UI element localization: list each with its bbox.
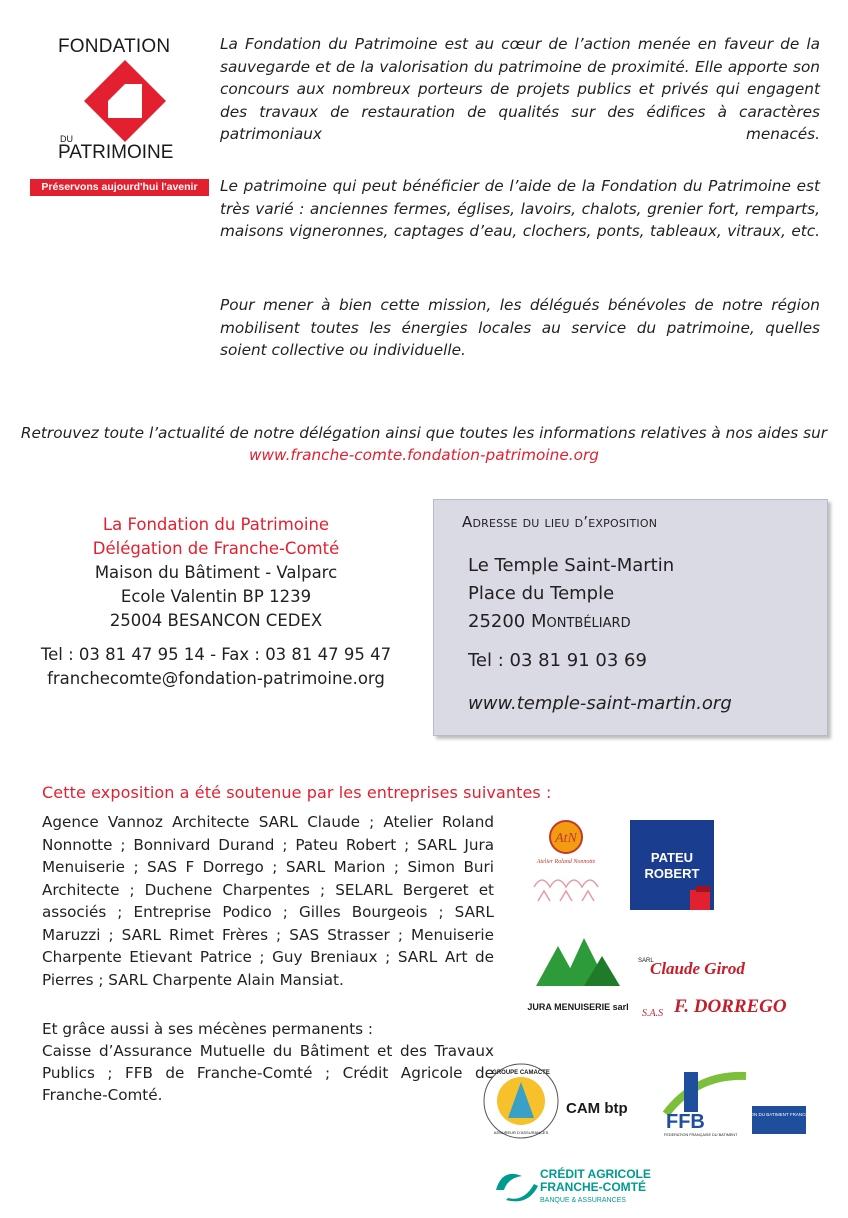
- contact-org: La Fondation du Patrimoine: [102, 515, 330, 534]
- ca-line1: CRÉDIT AGRICOLE: [540, 1167, 651, 1181]
- news-paragraph: [20, 422, 828, 466]
- cam-btp-logo: CAM btp: [566, 1100, 628, 1117]
- aln-logo-text: AtN: [555, 831, 577, 846]
- dorrego-prefix: S.A.S: [642, 1008, 664, 1019]
- jura-menuiserie-logo: [528, 928, 628, 1018]
- logo-patrimoine-text: PATRIMOINE: [58, 142, 174, 163]
- ffb-right-text: FEDERATION DU BATIMENT FRANCHE-COMTE: [728, 1112, 830, 1117]
- aln-logo-caption: Atelier Roland Nonnotte: [536, 859, 596, 865]
- dorrego-logo-text: F. DORREGO: [674, 996, 787, 1017]
- pateu-logo-line2: ROBERT: [644, 866, 700, 881]
- red-cubes-icon: [630, 886, 714, 916]
- exposition-city: Montbéliard: [531, 611, 631, 632]
- exposition-city-line: [468, 608, 674, 636]
- ca-line2: FRANCHE-COMTÉ: [540, 1180, 646, 1194]
- exposition-tel: Tel : 03 81 91 03 69: [468, 650, 647, 671]
- credit-agricole-logo: [490, 1164, 690, 1206]
- contact-address-3: 25004 BESANCON CEDEX: [109, 611, 323, 630]
- contact-address-1: Maison du Bâtiment - Valparc: [94, 563, 338, 582]
- groupe-camacte-logo: [482, 1062, 560, 1140]
- sponsors-list: Agence Vannoz Architecte SARL Claude ; Atelier Roland Nonnotte ; Bonnivard Durand ; Pateu Robert ; SARL Jura Menuiserie ; SAS F Dorrego ; SARL Marion ; Simon Buri Architecte ; Duchene Charpentes ; SELARL Bergeret et associés ; Entreprise Podico ; Gilles Bourgeois ; SARL Maruzzi ; SARL Rimet Frères ; SAS Strasser ; Menuiserie Charpente Etievant Patrice ; Guy Breniaux ; SARL Art de Pierres ; SARL Charpente Alain Mansiat.: [42, 813, 494, 989]
- intro-paragraph-1: La Fondation du Patrimoine est au cœur de l’action menée en faveur de la sauvegarde et de la valorisation du patrimoine de proximité. Elle apporte son concours aux nombreux porteurs de projets publics et privés qui engagent des travaux de restauration de qualités sur des édifices à caractères patrimoniaux menacés.: [220, 35, 820, 143]
- camacte-bottom-text: ASSUREUR D'ASSURANCES: [493, 1130, 549, 1135]
- exposition-postcode: 25200: [468, 611, 526, 632]
- exposition-street: Place du Temple: [468, 583, 615, 604]
- contact-delegation: Délégation de Franche-Comté: [92, 539, 340, 558]
- girod-prefix: SARL: [638, 958, 654, 964]
- pateu-robert-logo: [630, 820, 714, 910]
- exposition-name: Le Temple Saint-Martin: [468, 555, 675, 576]
- exposition-heading: Adresse du lieu d’exposition: [462, 513, 658, 531]
- website-link[interactable]: www.franche-comte.fondation-patrimoine.org: [249, 446, 599, 464]
- atelier-nonnotte-logo: [520, 815, 620, 915]
- news-text: Retrouvez toute l’actualité de notre délégation ainsi que toutes les informations relatives à nos aides sur: [20, 424, 828, 442]
- ca-line3: BANQUE & ASSURANCES: [540, 1197, 626, 1204]
- ffb-logo-text: FFB: [666, 1111, 705, 1133]
- pateu-logo-line1: PATEU: [650, 850, 694, 865]
- sponsors-heading: Cette exposition a été soutenue par les entreprises suivantes :: [42, 783, 552, 802]
- jura-logo-text: JURA MENUISERIE sarl: [527, 1002, 629, 1012]
- logo-slogan: Préservons aujourd'hui l'avenir: [30, 179, 209, 196]
- exposition-address-box: [433, 499, 828, 736]
- contact-address-2: Ecole Valentin BP 1239: [120, 587, 312, 606]
- girod-logo-text: Claude Girod: [650, 959, 745, 978]
- contact-phones: Tel : 03 81 47 95 14 - Fax : 03 81 47 95 47: [40, 645, 392, 664]
- intro-paragraph-2: Le patrimoine qui peut bénéficier de l’aide de la Fondation du Patrimoine est très varié : anciennes fermes, églises, lavoirs, chalots, grenier fort, remparts, maisons vigneronnes, captages d’eau, clochers, ponts, tableaux, vitraux, etc.: [220, 177, 820, 240]
- ffb-caption-text: FEDERATION FRANÇAISE DU BATIMENT: [664, 1133, 738, 1137]
- contact-block: [22, 513, 410, 691]
- camacte-top-text: GROUPE CAMACTE: [492, 1070, 550, 1076]
- mecenes-list: Caisse d’Assurance Mutuelle du Bâtiment et des Travaux Publics ; FFB de Franche-Comté ; Crédit Agricole de Franche-Comté.: [42, 1042, 494, 1104]
- ffb-logo: [660, 1068, 830, 1138]
- logo-du-text: DU: [60, 134, 73, 144]
- f-dorrego-logo: [640, 992, 810, 1022]
- contact-email[interactable]: franchecomte@fondation-patrimoine.org: [47, 669, 385, 688]
- fondation-diamond-logo-icon: [84, 60, 166, 142]
- exposition-website-link[interactable]: www.temple-saint-martin.org: [468, 693, 732, 714]
- intro-paragraph-3: Pour mener à bien cette mission, les délégués bénévoles de notre région mobilisent toutes les énergies locales au service du patrimoine, quelles soient collective ou individuelle.: [220, 296, 820, 359]
- claude-girod-logo: [636, 952, 796, 982]
- mecenes-heading: Et grâce aussi à ses mécènes permanents :: [42, 1020, 374, 1038]
- logo-fondation-text: FONDATION: [58, 36, 171, 57]
- exposition-address: [468, 552, 674, 636]
